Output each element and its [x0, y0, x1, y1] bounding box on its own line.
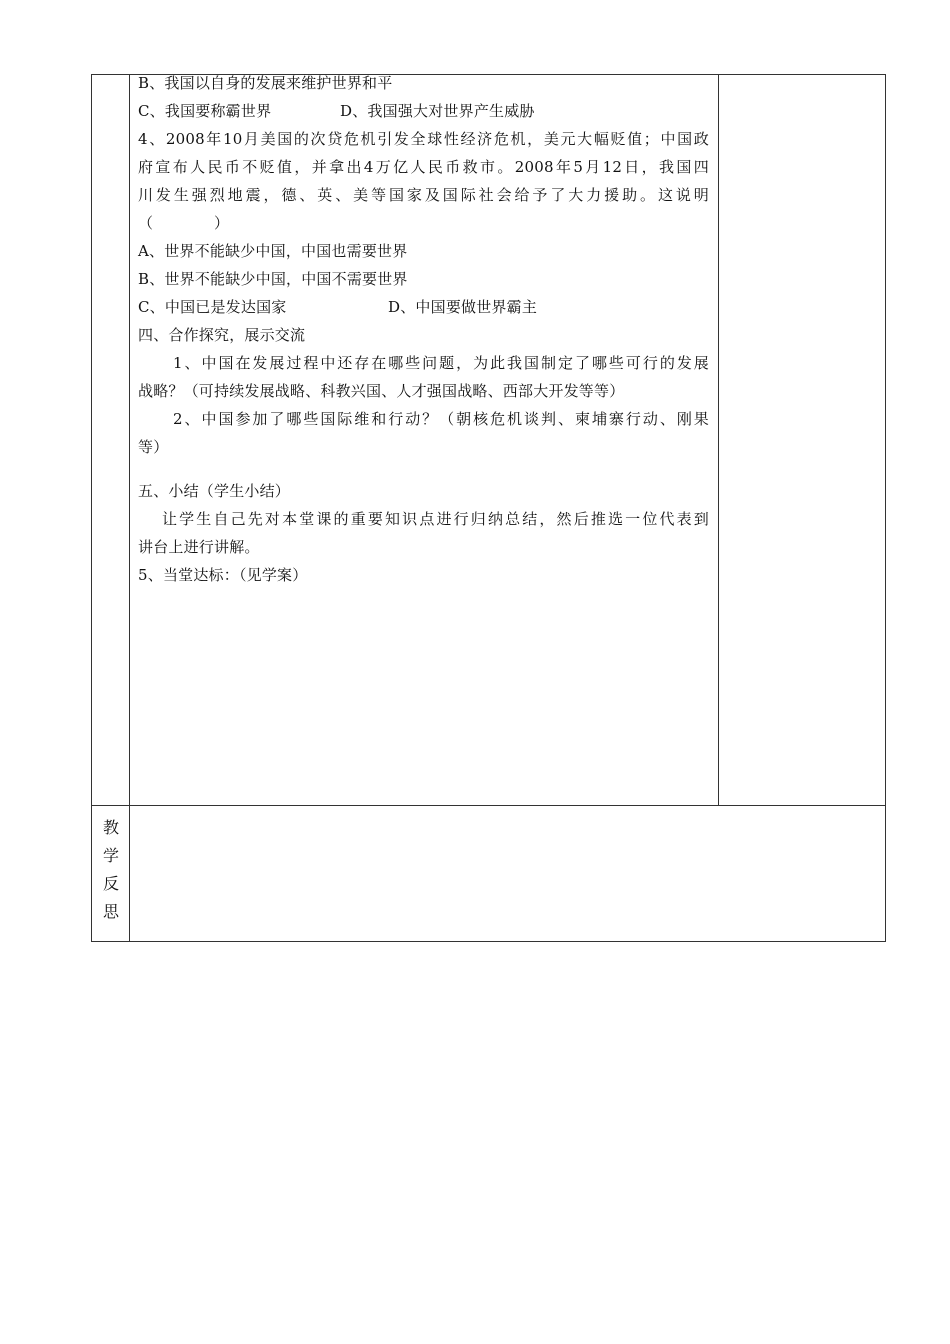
discussion-2-line-2: 等） [138, 438, 169, 456]
reflection-label-char-1: 教 [102, 818, 119, 837]
section-5-heading: 五、小结（学生小结） [138, 482, 291, 500]
table-border-right [885, 74, 886, 942]
discussion-1-line-2: 战略？（可持续发展战略、科教兴国、人才强国战略、西部大开发等等） [138, 382, 625, 400]
option-d-threat: D、我国强大对世界产生威胁 [340, 102, 535, 120]
question-4-line-2: 府宣布人民币不贬值，并拿出4万亿人民币救市。2008年5月12日，我国四 [138, 158, 709, 176]
option-c-hegemony: C、我国要称霸世界 [138, 102, 272, 120]
table-border-col1 [129, 74, 130, 942]
question-4-line-3: 川发生强烈地震，德、英、美等国家及国际社会给予了大力援助。这说明 [138, 186, 709, 204]
section-4-heading: 四、合作探究，展示交流 [138, 326, 306, 344]
discussion-2-line-1: 2、中国参加了哪些国际维和行动？（朝核危机谈判、柬埔寨行动、刚果 [173, 410, 709, 428]
option-c-developed: C、中国已是发达国家 [138, 298, 287, 316]
question-4-line-1: 4、2008年10月美国的次贷危机引发全球性经济危机，美元大幅贬值；中国政 [138, 130, 709, 148]
reflection-label-char-4: 思 [102, 902, 119, 921]
option-b-china-needs-not: B、世界不能缺少中国，中国不需要世界 [138, 270, 408, 288]
reflection-label-char-3: 反 [102, 874, 119, 893]
option-d-overlord: D、中国要做世界霸主 [388, 298, 538, 316]
summary-line-2: 讲台上进行讲解。 [138, 538, 260, 556]
summary-line-1: 让学生自己先对本堂课的重要知识点进行归纳总结，然后推选一位代表到 [162, 510, 709, 528]
reflection-label-char-2: 学 [102, 846, 119, 865]
option-b-peace: B、我国以自身的发展来维护世界和平 [138, 74, 393, 92]
discussion-1-line-1: 1、中国在发展过程中还存在哪些问题，为此我国制定了哪些可行的发展 [173, 354, 709, 372]
table-border-bottom [91, 941, 886, 942]
answer-blank: （ ） [138, 214, 230, 232]
classroom-check: 5、当堂达标：（见学案） [138, 566, 308, 584]
table-border-middle [91, 805, 886, 806]
option-a-world-needs-china: A、世界不能缺少中国，中国也需要世界 [138, 242, 408, 260]
table-border-left [91, 74, 92, 942]
table-border-col2 [718, 74, 719, 805]
